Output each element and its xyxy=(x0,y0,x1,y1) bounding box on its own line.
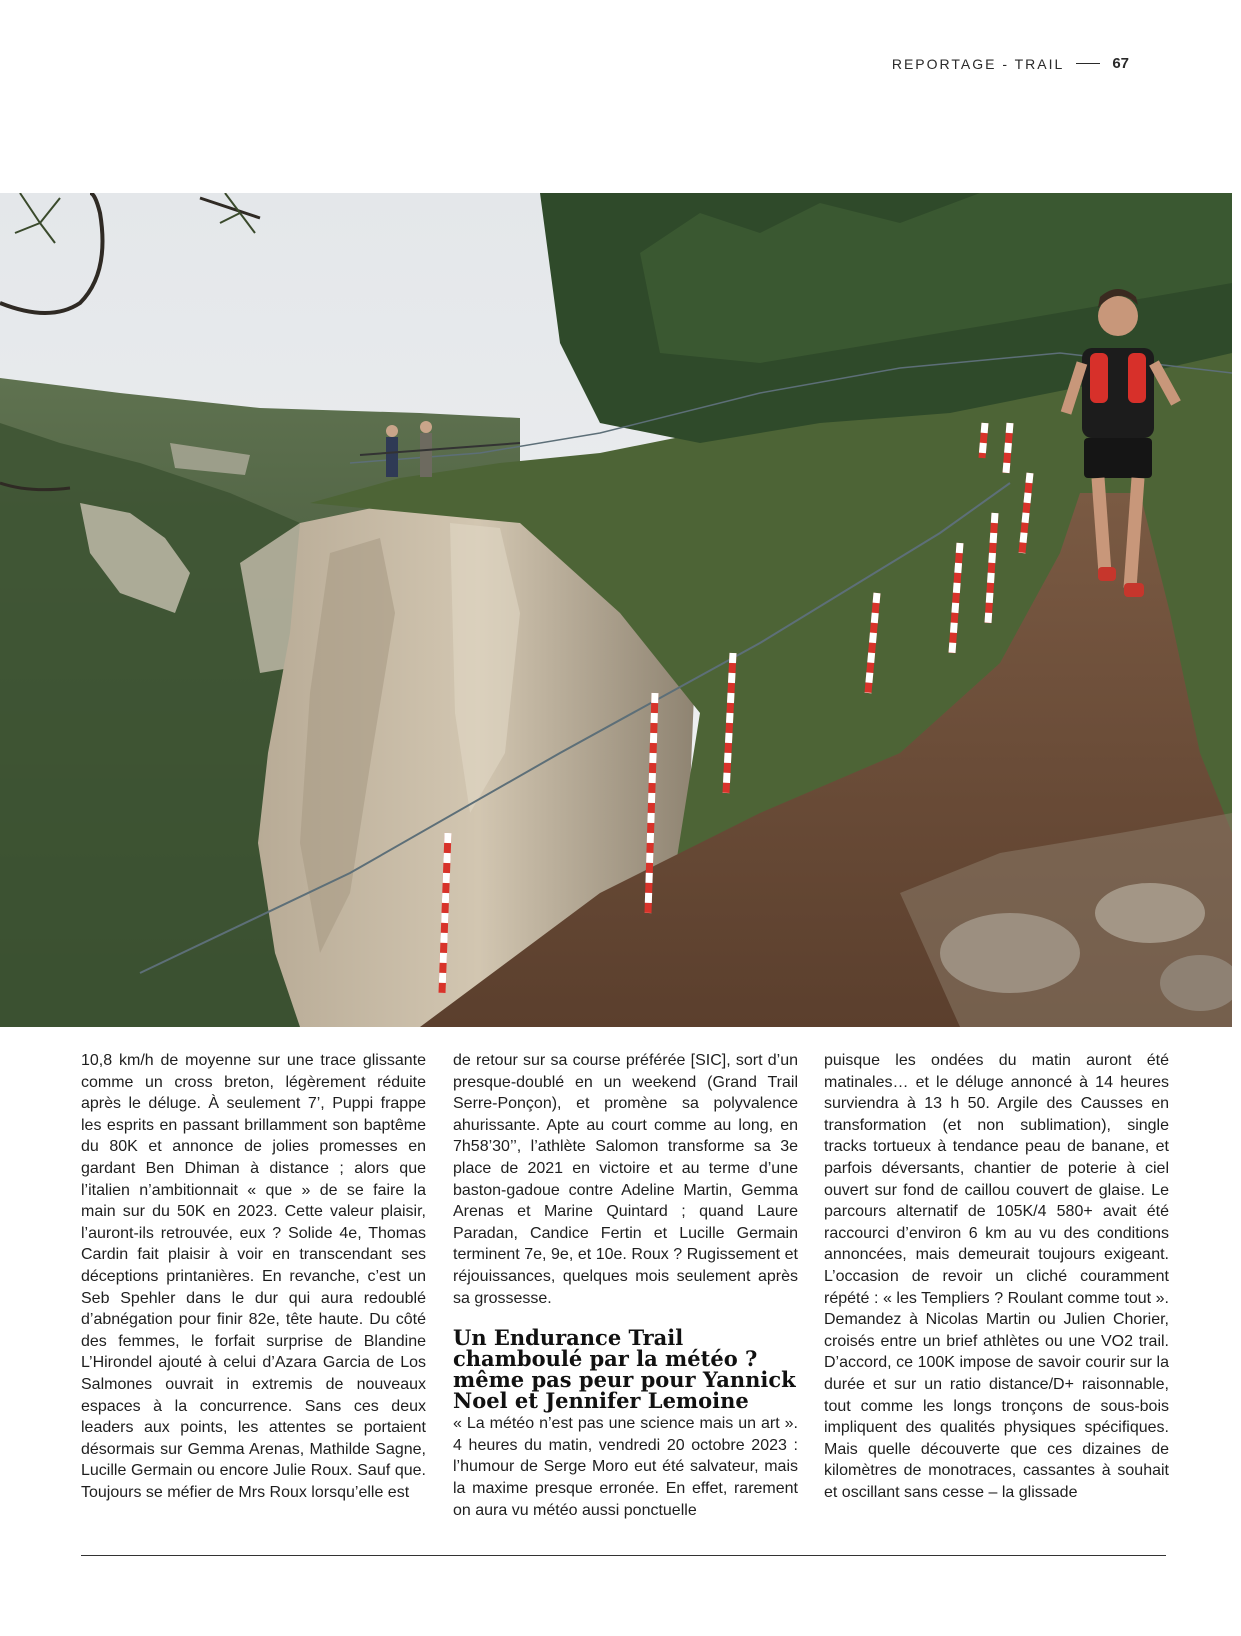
trail-photo xyxy=(0,193,1232,1027)
page-number: 67 xyxy=(1112,55,1129,72)
column-1-text: 10,8 km/h de moyenne sur une trace glissante comme un cross breton, légèrement réduite après le déluge. À seulement 7’, Puppi frappe les esprits en passant brillamment son baptême du 80K et annonce de jolies promesses en gardant Ben Dhiman à distance ; alors que l’italien n’ambitionnait « que » de se faire la main sur du 50K en 2023. Cette valeur plaisir, l’auront-ils retrouvée, eux ? Solide 4e, Thomas Cardin fait plaisir à voir en transcendant ses déceptions printanières. En revanche, c’est un Seb Spehler dans le dur qui aura redoublé d’abnégation pour finir 82e, tête haute. Du côté des femmes, le forfait surprise de Blandine L’Hirondel ajouté à celui d’Azara Garcia de Los Salmones ouvrait in extremis de nouveaux espaces à la concurrence. Sans ces deux leaders aux points, les attentes se portaient désormais sur Gemma Arenas, Mathilde Sagne, Lucille Germain ou encore Julie Roux. Sauf que. Toujours se méfier de Mrs Roux lorsqu’elle est xyxy=(81,1052,426,1501)
page-header xyxy=(892,55,1129,72)
section-label: REPORTAGE - TRAIL xyxy=(891,55,1065,72)
column-3-text: puisque les ondées du matin auront été matinales… et le déluge annoncé à 14 heures surviendra à 13 h 50. Argile des Causses en transformation (et non sublimation), single tracks tortueux à tendance peau de banane, et parfois déversants, chantier de poterie à ciel ouvert sur fond de caillou couvert de glaise. Le parcours alternatif de 105K/4 580+ avait été raccourci d’environ 6 km au vu des conditions annoncées, mais demeurait toujours exigeant. L’occasion de revoir un cliché couramment répété : « les Templiers ? Roulant comme tout ». Demandez à Nicolas Martin ou Julien Chorier, croisés entre un brief athlètes ou une VO2 trail. D’accord, ce 100K impose de savoir courir sur la durée et sur un ratio distance/D+ raisonnable, tout comme les longs tronçons de sous-bois impliquent des qualités physiques spécifiques. Mais quelle découverte que ces dizaines de kilomètres de monotraces, cassantes à souhait et oscillant sans cesse – la glissade xyxy=(824,1052,1169,1501)
column-1 xyxy=(81,1050,426,1503)
photo-illustration xyxy=(0,193,1232,1027)
section-subheading: Un Endurance Trail chamboulé par la météo ? même pas peur pour Yannick Noel et Jennifer Lemoine xyxy=(453,1325,796,1414)
column-2-text: de retour sur sa course préférée [SIC], sort d’un presque-doublé en un weekend (Grand Trail Serre-Ponçon), et promène sa polyvalence ahurissante. Apte au court comme au long, en 7h58’30’’, l’athlète Salomon transforme sa 3e place de 2021 en victoire et au terme d’une baston-gadoue contre Adeline Martin, Gemma Arenas et Marine Quintard ; quand Laure Paradan, Candice Fertin et Lucille Germain terminent 7e, 9e, et 10e. Roux ? Rugissement et réjouissances, quelques mois seulement après sa grossesse. xyxy=(453,1052,798,1307)
column-2-text-continued: « La météo n’est pas une science mais un art ». 4 heures du matin, vendredi 20 octobre 2023 : l’humour de Serge Moro eut été salvateur, mais la maxime presque erronée. En effet, rarement on aura vu météo aussi ponctuelle xyxy=(453,1415,798,1519)
footer-rule xyxy=(81,1555,1166,1556)
column-2 xyxy=(453,1050,798,1521)
column-3 xyxy=(824,1050,1169,1503)
article-body xyxy=(81,1050,1169,1520)
header-divider xyxy=(1076,63,1100,64)
